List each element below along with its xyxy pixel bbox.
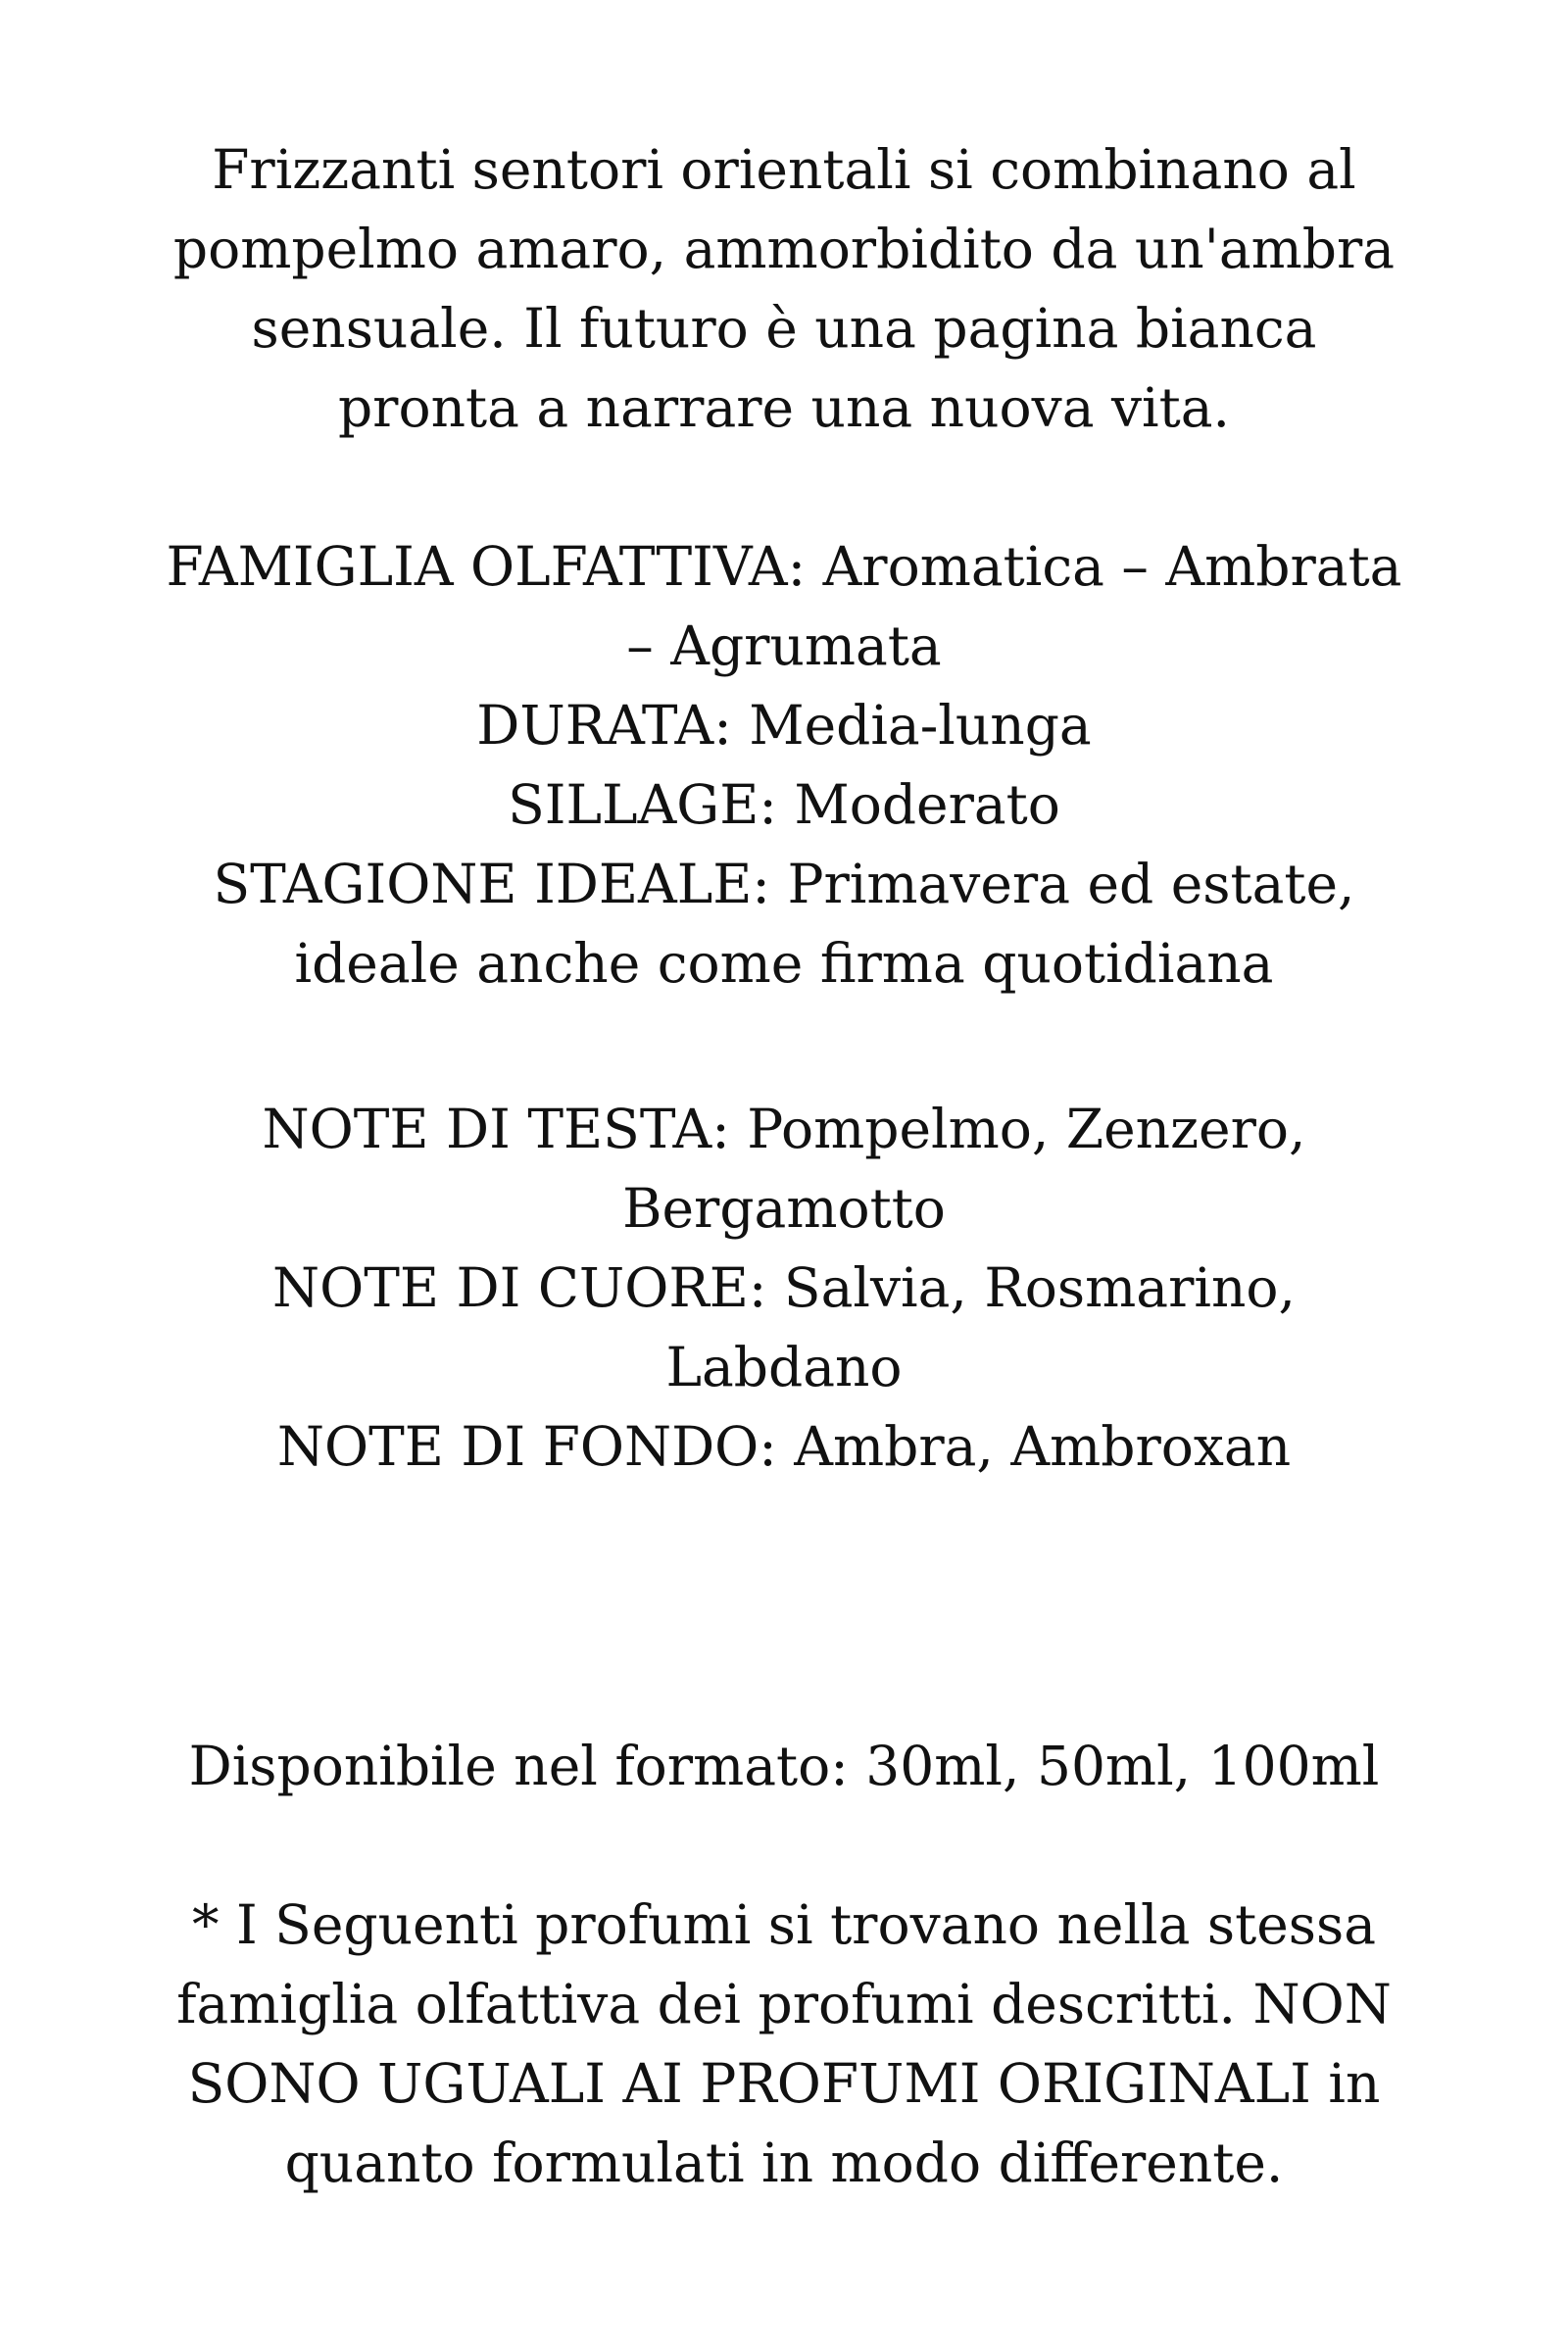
olfactory-family-line: FAMIGLIA OLFATTIVA: Aromatica – Ambrata: [166, 535, 1402, 598]
intro-line: sensuale. Il futuro è una pagina bianca: [251, 297, 1317, 360]
olfactory-family-line: – Agrumata: [626, 614, 942, 677]
disclaimer: [98, 1886, 1470, 2203]
available-formats: [98, 1727, 1470, 1806]
fragrance-details: [98, 527, 1470, 1004]
disclaimer-line: SONO UGUALI AI PROFUMI ORIGINALI in: [187, 2052, 1381, 2115]
intro-line: Frizzanti sentori orientali si combinano al: [212, 138, 1356, 201]
formats-line: Disponibile nel formato: 30ml, 50ml, 100ml: [188, 1735, 1380, 1797]
heart-notes-line: NOTE DI CUORE: Salvia, Rosmarino,: [271, 1256, 1296, 1319]
disclaimer-line: famiglia olfattiva dei profumi descritti. NON: [176, 1973, 1392, 2035]
fragrance-notes: [98, 1090, 1470, 1487]
intro-line: pompelmo amaro, ammorbidito da un'ambra: [172, 218, 1396, 280]
season-line: ideale anche come firma quotidiana: [294, 932, 1274, 995]
season-line: STAGIONE IDEALE: Primavera ed estate,: [213, 853, 1355, 915]
duration-line: DURATA: Media-lunga: [476, 694, 1092, 757]
top-notes-line: NOTE DI TESTA: Pompelmo, Zenzero,: [262, 1098, 1306, 1160]
intro-line: pronta a narrare una nuova vita.: [337, 376, 1231, 439]
disclaimer-line: * I Seguenti profumi si trovano nella stessa: [191, 1893, 1377, 1956]
sillage-line: SILLAGE: Moderato: [508, 773, 1060, 836]
base-notes-line: NOTE DI FONDO: Ambra, Ambroxan: [276, 1415, 1292, 1478]
top-notes-line: Bergamotto: [622, 1177, 946, 1240]
heart-notes-line: Labdano: [665, 1336, 903, 1398]
intro-description: [98, 130, 1470, 448]
disclaimer-line: quanto formulati in modo differente.: [284, 2132, 1284, 2194]
